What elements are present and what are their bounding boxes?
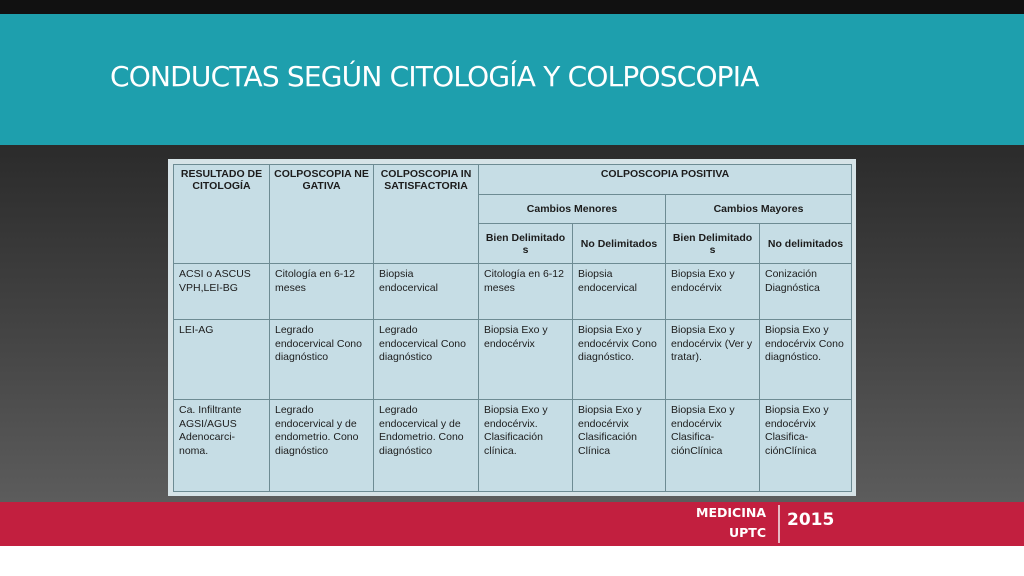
cell-mayores-no: Biopsia Exo y endocérvix Clasifica-ciónClínica	[760, 400, 852, 492]
cell-mayores-bien: Biopsia Exo y endocérvix	[666, 264, 760, 320]
header-positiva: COLPOSCOPIA POSITIVA	[479, 165, 852, 195]
cell-menores-no: Biopsia endocervical	[573, 264, 666, 320]
footer-org-line2: UPTC	[728, 525, 766, 540]
cell-menores-bien: Citología en 6-12 meses	[479, 264, 573, 320]
cell-resultado: ACSI o ASCUS VPH,LEI-BG	[174, 264, 270, 320]
header-cambios-mayores: Cambios Mayores	[666, 195, 852, 224]
header-insatisfactoria: COLPOSCOPIA INSATISFACTORIA	[374, 165, 479, 264]
cell-mayores-no: Conización Diagnóstica	[760, 264, 852, 320]
header-mayores-no: No delimitados	[760, 224, 852, 264]
header-menores-no: No Delimitados	[573, 224, 666, 264]
cell-mayores-bien: Biopsia Exo y endocérvix (Ver y tratar).	[666, 320, 760, 400]
cell-mayores-no: Biopsia Exo y endocérvix Cono diagnóstico.	[760, 320, 852, 400]
cell-negativa: Citología en 6-12 meses	[270, 264, 374, 320]
cell-menores-bien: Biopsia Exo y endocérvix	[479, 320, 573, 400]
cell-menores-bien: Biopsia Exo y endocérvix. Clasificación clínica.	[479, 400, 573, 492]
table-frame	[168, 159, 856, 496]
footer-year: 2015	[787, 510, 835, 530]
footer-band	[0, 502, 1024, 546]
table-row	[174, 400, 852, 492]
cell-resultado: LEI-AG	[174, 320, 270, 400]
cell-mayores-bien: Biopsia Exo y endocérvix Clasifica-ciónClínica	[666, 400, 760, 492]
slide-title: CONDUCTAS SEGÚN CITOLOGÍA Y COLPOSCOPIA	[110, 60, 759, 93]
top-strip	[0, 0, 1024, 14]
footer-divider	[778, 505, 780, 543]
footer-org	[646, 503, 766, 543]
header-row	[174, 165, 852, 195]
cell-resultado: Ca. Infiltrante AGSI/AGUS Adenocarci-noma.	[174, 400, 270, 492]
header-menores-bien: Bien Delimitados	[479, 224, 573, 264]
footer-org-line1: MEDICINA	[696, 505, 766, 520]
cell-menores-no: Biopsia Exo y endocérvix Cono diagnóstico.	[573, 320, 666, 400]
header-resultado: RESULTADO DE CITOLOGÍA	[174, 165, 270, 264]
bottom-margin	[0, 546, 1024, 576]
table-row	[174, 264, 852, 320]
cell-insatisfactoria: Legrado endocervical y de Endometrio. Cono diagnóstico	[374, 400, 479, 492]
cell-negativa: Legrado endocervical y de endometrio. Cono diagnóstico	[270, 400, 374, 492]
header-negativa: COLPOSCOPIA NEGATIVA	[270, 165, 374, 264]
header-cambios-menores: Cambios Menores	[479, 195, 666, 224]
cell-insatisfactoria: Biopsia endocervical	[374, 264, 479, 320]
header-mayores-bien: Bien Delimitados	[666, 224, 760, 264]
table-row	[174, 320, 852, 400]
cell-insatisfactoria: Legrado endocervical Cono diagnóstico	[374, 320, 479, 400]
conductas-table	[173, 164, 852, 492]
cell-menores-no: Biopsia Exo y endocérvix Clasificación Clínica	[573, 400, 666, 492]
cell-negativa: Legrado endocervical Cono diagnóstico	[270, 320, 374, 400]
